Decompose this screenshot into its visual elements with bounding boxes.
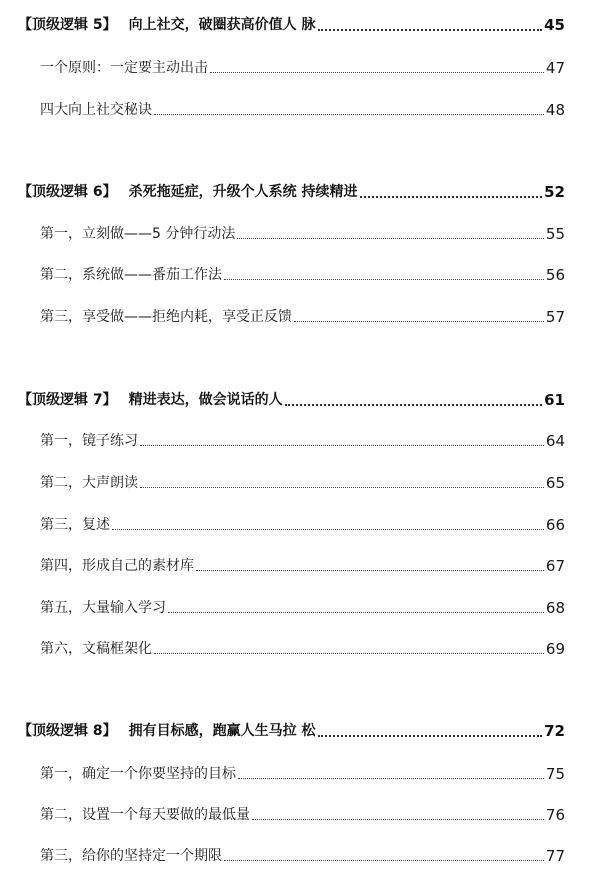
toc-entry[interactable] (40, 595, 565, 617)
section-tag: 【顶级逻辑 6】 (18, 184, 117, 200)
page-number: 68 (545, 599, 565, 617)
toc-section-heading[interactable] (18, 12, 565, 34)
dot-leader (360, 196, 543, 198)
toc-entry[interactable] (40, 553, 565, 575)
entry-title: 一个原则：一定要主动出击 (40, 60, 208, 76)
section-title-wrap (18, 389, 283, 409)
page-number: 56 (545, 266, 565, 284)
page-number: 61 (544, 391, 565, 409)
toc-entry[interactable] (40, 843, 565, 865)
page-number: 66 (545, 516, 565, 534)
page-number: 69 (545, 640, 565, 658)
page-number: 45 (544, 16, 565, 34)
entry-title: 第二，设置一个每天要做的最低量 (40, 807, 250, 823)
entry-title: 第二，大声朗读 (40, 475, 138, 491)
toc-entry[interactable] (40, 97, 565, 119)
dot-leader (238, 778, 544, 779)
section-tag: 【顶级逻辑 7】 (18, 392, 117, 408)
toc-entry[interactable] (40, 55, 565, 77)
toc-entry[interactable] (40, 470, 565, 492)
entry-title: 第一，确定一个你要坚持的目标 (40, 766, 236, 782)
section-title-wrap (18, 720, 316, 740)
dot-leader (210, 72, 544, 73)
section-title: 精进表达，做会说话的人 (128, 392, 283, 408)
toc-section-heading[interactable] (18, 387, 565, 409)
toc-section-heading[interactable] (18, 179, 565, 201)
dot-leader (196, 570, 544, 571)
toc-entry[interactable] (40, 636, 565, 658)
toc-entry[interactable] (40, 512, 565, 534)
toc-entry[interactable] (40, 221, 565, 243)
page-number: 52 (544, 183, 565, 201)
section-tag: 【顶级逻辑 8】 (18, 723, 117, 739)
page-number: 57 (545, 308, 565, 326)
entry-title: 第四，形成自己的素材库 (40, 558, 194, 574)
entry-title: 第三，给你的坚持定一个期限 (40, 848, 222, 864)
toc-entry[interactable] (40, 304, 565, 326)
dot-leader (294, 321, 544, 322)
dot-leader (318, 29, 543, 31)
page-number: 64 (545, 432, 565, 450)
entry-title: 第一，镜子练习 (40, 433, 138, 449)
toc-entry[interactable] (40, 262, 565, 284)
entry-title: 第三，复述 (40, 517, 110, 533)
page-number: 67 (545, 557, 565, 575)
page-number: 47 (545, 59, 565, 77)
section-title-wrap (18, 14, 316, 34)
toc-entry[interactable] (40, 802, 565, 824)
page-number: 48 (545, 101, 565, 119)
entry-title: 四大向上社交秘诀 (40, 102, 152, 118)
dot-leader (154, 114, 544, 115)
entry-title: 第二，系统做——番茄工作法 (40, 267, 222, 283)
page-number: 77 (545, 847, 565, 865)
page-number: 55 (545, 225, 565, 243)
section-tag: 【顶级逻辑 5】 (18, 17, 117, 33)
dot-leader (168, 612, 544, 613)
section-title: 拥有目标感，跑赢人生马拉 松 (128, 723, 316, 739)
toc-section-heading[interactable] (18, 718, 565, 740)
dot-leader (154, 653, 544, 654)
dot-leader (285, 404, 543, 406)
page-number: 65 (545, 474, 565, 492)
toc-entry[interactable] (40, 761, 565, 783)
page-number: 72 (544, 722, 565, 740)
entry-title: 第六，文稿框架化 (40, 641, 152, 657)
section-title: 杀死拖延症，升级个人系统 持续精进 (128, 184, 358, 200)
dot-leader (318, 735, 543, 737)
entry-title: 第五，大量输入学习 (40, 600, 166, 616)
toc-entry[interactable] (40, 428, 565, 450)
page-number: 75 (545, 765, 565, 783)
page-number: 76 (545, 806, 565, 824)
dot-leader (224, 860, 544, 861)
dot-leader (112, 529, 544, 530)
section-title-wrap (18, 181, 358, 201)
section-title: 向上社交，破圈获高价值人 脉 (128, 17, 316, 33)
dot-leader (140, 445, 544, 446)
dot-leader (224, 279, 544, 280)
entry-title: 第三，享受做——拒绝内耗，享受正反馈 (40, 309, 292, 325)
entry-title: 第一，立刻做——5 分钟行动法 (40, 226, 236, 242)
dot-leader (237, 238, 544, 239)
dot-leader (252, 819, 544, 820)
dot-leader (140, 487, 544, 488)
